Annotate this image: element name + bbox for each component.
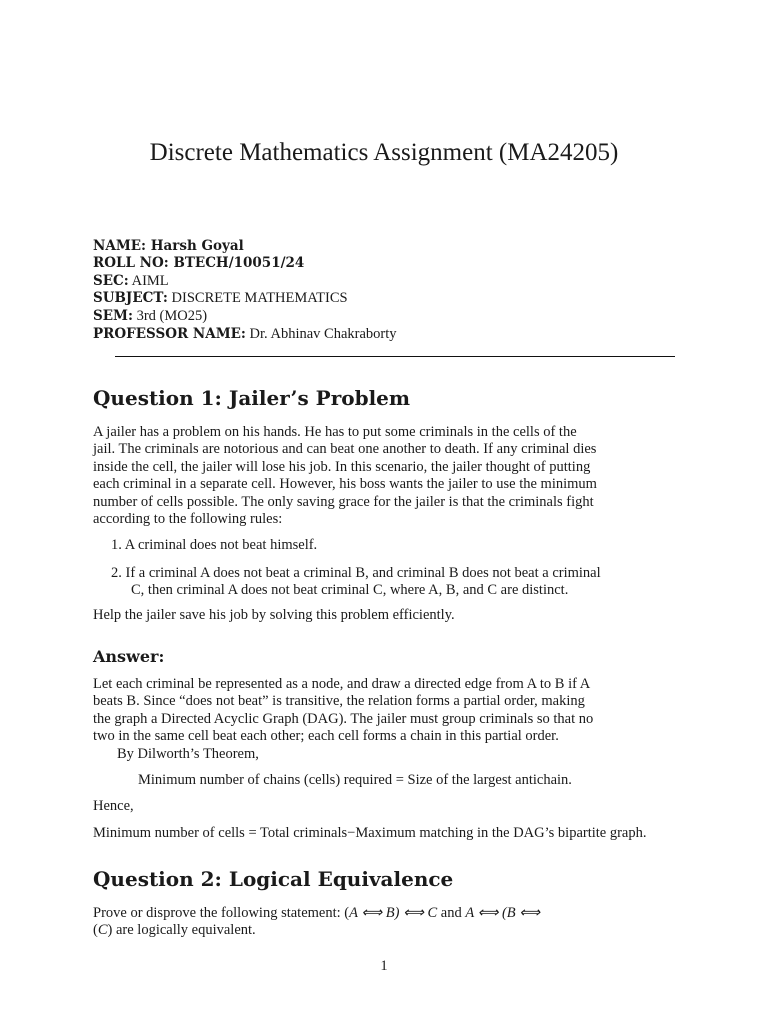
rule-1: 1. A criminal does not beat himself.: [111, 537, 318, 553]
answer-line: Let each criminal be represented as a node, and draw a directed edge from A to B if A: [93, 676, 591, 692]
hence-text: Hence,: [93, 798, 134, 814]
answer-line: beats B. Since “does not beat” is transitive, the relation forms a partial order, making: [93, 693, 585, 709]
meta-roll: ROLL NO: BTECH/10051/24: [93, 255, 305, 271]
q1-line: each criminal in a separate cell. However, his boss wants the jailer to use the minimum: [93, 476, 597, 492]
meta-professor: PROFESSOR NAME: Dr. Abhinav Chakraborty: [93, 326, 397, 342]
meta-sem: SEM: 3rd (MO25): [93, 308, 208, 324]
meta-name: NAME: Harsh Goyal: [93, 238, 244, 254]
question-1-heading: Question 1: Jailer’s Problem: [93, 386, 411, 410]
header-divider: [115, 356, 675, 357]
formula-chains: Minimum number of chains (cells) required = Size of the largest antichain.: [138, 772, 572, 788]
rule-2-line-1: 2. If a criminal A does not beat a criminal B, and criminal B does not beat a criminal: [111, 565, 601, 581]
dilworth-line: By Dilworth’s Theorem,: [117, 746, 259, 762]
q1-line: A jailer has a problem on his hands. He has to put some criminals in the cells of the: [93, 424, 577, 440]
q1-help-text: Help the jailer save his job by solving this problem efficiently.: [93, 607, 455, 623]
page-number: 1: [380, 958, 388, 974]
answer-line: the graph a Directed Acyclic Graph (DAG). The jailer must group criminals so that no: [93, 711, 594, 727]
q1-line: according to the following rules:: [93, 511, 283, 527]
q1-line: inside the cell, the jailer will lose his job. In this scenario, the jailer thought of putting: [93, 459, 591, 475]
q1-line: number of cells possible. The only saving grace for the jailer is that the criminals fight: [93, 494, 594, 510]
q2-statement-line-2: (C) are logically equivalent.: [93, 922, 256, 938]
rule-2-line-2: C, then criminal A does not beat criminal C, where A, B, and C are distinct.: [131, 582, 569, 598]
q2-statement-line-1: Prove or disprove the following statement: (A ⟺ B) ⟺ C and A ⟺ (B ⟺: [93, 905, 541, 921]
document-title: Discrete Mathematics Assignment (MA24205): [149, 139, 619, 166]
answer-line: two in the same cell beat each other; each cell forms a chain in this partial order.: [93, 728, 559, 744]
question-2-heading: Question 2: Logical Equivalence: [93, 867, 454, 891]
q1-line: jail. The criminals are notorious and can beat one another to death. If any criminal dies: [93, 441, 597, 457]
meta-sec: SEC: AIML: [93, 273, 169, 289]
answer-heading: Answer:: [93, 647, 165, 666]
meta-subject: SUBJECT: DISCRETE MATHEMATICS: [93, 290, 348, 306]
formula-cells: Minimum number of cells = Total criminals−Maximum matching in the DAG’s bipartite graph.: [93, 825, 647, 841]
